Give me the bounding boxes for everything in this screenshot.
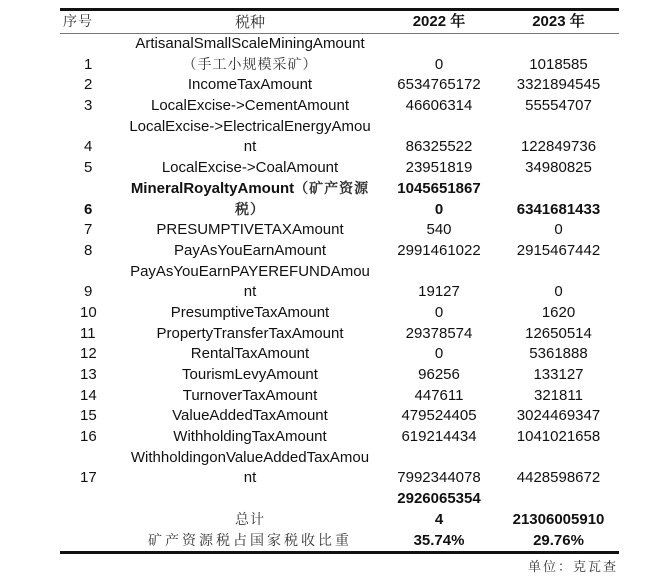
row-2022: 6534765172: [397, 76, 481, 94]
row-tax: nt: [243, 283, 257, 301]
table-header: [60, 11, 619, 34]
share-label: 矿产资源税占国家税收比重: [148, 532, 352, 549]
row-tax: PayAsYouEarnAmount: [173, 241, 327, 259]
row-no: [60, 262, 120, 283]
row-no: [60, 510, 120, 531]
row-no: 6: [84, 200, 93, 218]
row-no: [60, 531, 120, 552]
row-2022: 96256: [418, 366, 460, 383]
row-tax: ValueAddedTaxAmount: [172, 407, 328, 425]
unit-note: 单位：克瓦查: [527, 560, 618, 575]
row-tax: WithholdingonValueAddedTaxAmou: [130, 448, 370, 466]
row-2023: 321811: [534, 386, 583, 404]
row-no: 10: [80, 303, 97, 321]
total-2022: 4: [434, 510, 444, 528]
table-row: [60, 241, 619, 262]
row-tax: PayAsYouEarnPAYEREFUNDAmou: [130, 262, 370, 280]
row-tax: nt: [243, 469, 257, 487]
row-2023: 0: [554, 221, 563, 239]
table-row: [60, 282, 619, 303]
table-row: [60, 158, 619, 179]
row-no: 5: [84, 159, 93, 177]
table-row: [60, 468, 619, 489]
row-2022: [380, 262, 498, 283]
row-2023: 3321894545: [516, 76, 601, 94]
total-row-top: [60, 489, 619, 510]
row-2023: [498, 448, 619, 469]
row-no: 8: [84, 241, 93, 259]
row-2023: 4428598672: [516, 469, 601, 487]
row-2022: [380, 34, 498, 55]
row-no: [60, 489, 120, 510]
row-no: [60, 34, 120, 55]
row-2022: 23951819: [405, 159, 473, 177]
row-2023: 34980825: [525, 159, 592, 177]
row-tax: TurnoverTaxAmount: [182, 386, 318, 404]
row-2022: 0: [434, 200, 444, 218]
row-no: [60, 179, 120, 200]
table-row: [60, 220, 619, 241]
row-tax: LocalExcise->CoalAmount: [161, 159, 339, 177]
row-2023: [498, 489, 619, 510]
row-tax-cjk: （矿产资源: [294, 180, 370, 197]
row-no: 17: [80, 469, 97, 487]
row-2022: 7992344078: [397, 469, 481, 487]
row-2022: 0: [434, 303, 444, 321]
row-tax: IncomeTaxAmount: [187, 76, 313, 94]
row-2023: 1041021658: [516, 428, 601, 446]
row-2023: 2915467442: [516, 241, 601, 259]
row-2023: [498, 179, 619, 200]
share-row: [60, 531, 619, 552]
row-tax: （手工小规模采矿）: [182, 56, 318, 73]
total-2023: 21306005910: [512, 510, 605, 528]
table-row: [60, 386, 619, 407]
table-row: [60, 427, 619, 448]
row-2022: 540: [426, 221, 452, 239]
tax-table: [60, 8, 619, 554]
row-2023: 133127: [533, 366, 584, 383]
row-tax: LocalExcise->CementAmount: [150, 97, 349, 115]
row-2022: 447611: [414, 386, 464, 404]
table-row: [60, 303, 619, 324]
row-no: [60, 448, 120, 469]
row-tax: LocalExcise->ElectricalEnergyAmou: [129, 117, 371, 135]
row-tax: ArtisanalSmallScaleMiningAmount: [135, 35, 365, 52]
table-row: [60, 34, 619, 55]
row-2023: 6341681433: [516, 200, 601, 218]
row-no: 12: [80, 345, 97, 363]
row-2023: 12650514: [525, 324, 592, 342]
row-tax: PresumptiveTaxAmount: [170, 303, 330, 321]
table-row: [60, 55, 619, 76]
row-no: 9: [84, 283, 93, 301]
row-no: 4: [84, 138, 93, 156]
row-2022: [380, 448, 498, 469]
total-label: 总计: [235, 511, 265, 528]
row-2022: 1045651867: [397, 179, 481, 197]
header-2023: 2023 年: [532, 13, 585, 30]
row-2022: 0: [434, 345, 444, 363]
table-row: [60, 137, 619, 158]
header-tax: 税种: [234, 13, 265, 31]
row-no: 2: [84, 76, 93, 94]
row-2022: 46606314: [405, 97, 473, 115]
total-row: [60, 510, 619, 531]
row-2023: 1620: [541, 303, 576, 321]
table-row: [60, 117, 619, 138]
row-tax: TourismLevyAmount: [182, 366, 318, 383]
header-2022: 2022 年: [412, 13, 466, 30]
row-2022: 479524405: [401, 407, 477, 425]
row-2023: 3024469347: [516, 407, 601, 425]
row-2022: 19127: [418, 283, 460, 301]
row-no: 11: [80, 324, 96, 342]
table-row-highlight: [60, 179, 619, 200]
row-tax: [120, 179, 380, 200]
row-no: 7: [84, 221, 93, 239]
row-no: 14: [80, 386, 97, 404]
row-tax: RentalTaxAmount: [190, 345, 310, 363]
row-tax: 税）: [235, 201, 265, 218]
row-tax: WithholdingTaxAmount: [173, 428, 327, 446]
row-tax: PRESUMPTIVETAXAmount: [156, 221, 344, 239]
row-no: [60, 117, 120, 138]
table-row: [60, 406, 619, 427]
row-2023: [498, 117, 619, 138]
row-2022: 2926065354: [397, 490, 481, 508]
share-2022: 35.74%: [413, 531, 465, 549]
row-no: 13: [80, 366, 97, 383]
row-2023: 0: [554, 283, 563, 301]
row-2023: 5361888: [529, 345, 588, 363]
row-2022: 86325522: [405, 138, 473, 156]
table-row: [60, 324, 619, 345]
row-2022: 0: [434, 55, 444, 73]
row-2023: [498, 34, 619, 55]
row-2022: 619214434: [401, 428, 477, 446]
row-2023: 122849736: [520, 138, 597, 156]
row-2023: [498, 262, 619, 283]
row-tax: [120, 489, 380, 510]
table-row: [60, 448, 619, 469]
table-row: [60, 75, 619, 96]
row-2022: 2991461022: [397, 241, 481, 259]
row-no: 15: [80, 407, 97, 425]
share-2023: 29.76%: [533, 531, 584, 549]
table-row: [60, 365, 619, 386]
row-2022: [380, 117, 498, 138]
row-tax-en: MineralRoyaltyAmount: [130, 179, 295, 197]
row-no: 1: [84, 55, 93, 73]
row-2022: 29378574: [405, 324, 473, 342]
row-2023: 55554707: [525, 97, 592, 115]
row-no: 3: [84, 97, 93, 115]
table-row: [60, 344, 619, 365]
table-row-highlight: [60, 200, 619, 221]
row-tax: nt: [243, 138, 257, 156]
row-2023: 1018585: [529, 55, 588, 73]
header-no: 序号: [63, 14, 93, 30]
row-tax: PropertyTransferTaxAmount: [156, 324, 344, 342]
row-no: 16: [80, 428, 97, 446]
table-row: [60, 262, 619, 283]
table-row: [60, 96, 619, 117]
